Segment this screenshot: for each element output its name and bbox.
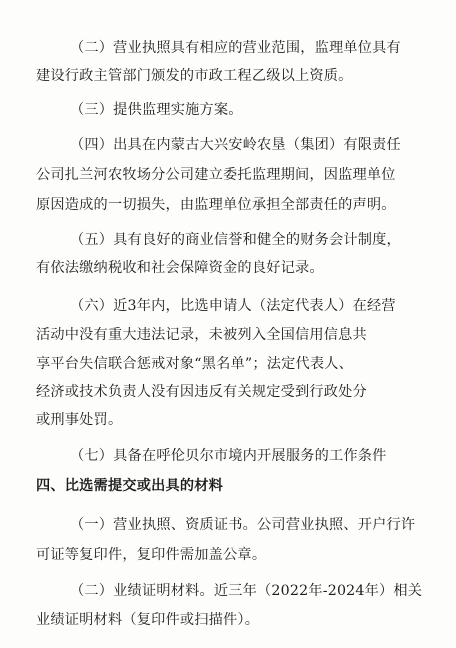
para-5-line-3: 享平台失信联合惩戒对象“黑名单”；法定代表人、 [36, 356, 354, 372]
para-1-line-1: （二）营业执照具有相应的营业范围，监理单位具有 [70, 40, 401, 56]
para-8-line-2: 业绩证明材料（复印件或扫描件）。 [36, 612, 260, 628]
para-4-line-2: 有依法缴纳税收和社会保障资金的良好记录。 [36, 260, 324, 276]
para-4-line-1: （五）具有良好的商业信誉和健全的财务会计制度， [70, 232, 401, 248]
para-5-line-5: 或刑事处罚。 [36, 412, 123, 428]
para-3-line-1: （四）出具在内蒙古大兴安岭农垦（集团）有限责任 [70, 137, 401, 153]
para-2-line-1: （三）提供监理实施方案。 [70, 102, 243, 118]
para-3-line-3: 原因造成的一切损失，由监理单位承担全部责任的声明。 [36, 197, 396, 213]
para-7-line-2: 可证等复印件，复印件需加盖公章。 [36, 547, 267, 563]
para-8-line-1: （二）业绩证明材料。近三年（2022年-2024年）相关 [70, 583, 423, 599]
para-5-line-2: 活动中没有重大违法记录，未被列入全国信用信息共 [36, 327, 367, 343]
para-5-line-4: 经济或技术负责人没有因违反有关规定受到行政处分 [36, 384, 367, 400]
section-heading: 四、比选需提交或出具的材料 [36, 478, 224, 494]
para-5-line-1: （六）近3年内，比选申请人（法定代表人）在经营 [70, 298, 396, 314]
para-3-line-2: 公司扎兰河农牧场分公司建立委托监理期间，因监理单位 [36, 167, 396, 183]
para-1-line-2: 建设行政主管部门颁发的市政工程乙级以上资质。 [36, 68, 353, 84]
para-7-line-1: （一）营业执照、资质证书。公司营业执照、开户行许 [70, 517, 416, 533]
para-6-line-1: （七）具备在呼伦贝尔市境内开展服务的工作条件 [70, 448, 387, 464]
